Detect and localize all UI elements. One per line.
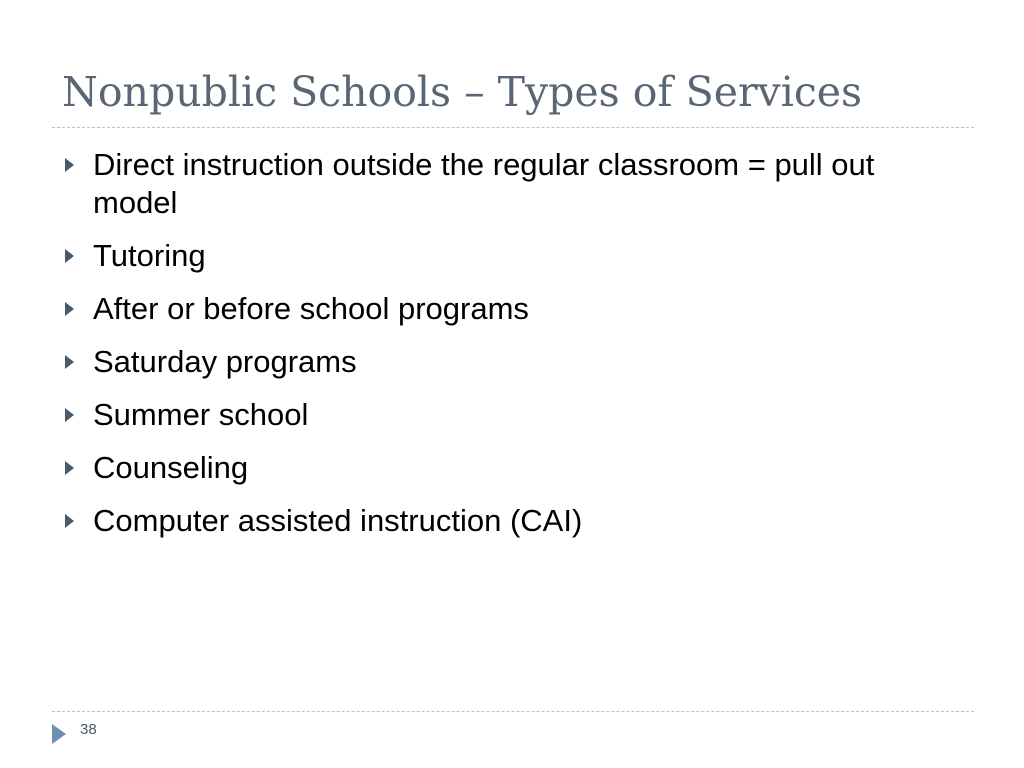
page-number: 38 xyxy=(80,721,97,738)
triangle-right-icon xyxy=(65,408,74,422)
list-item xyxy=(62,502,942,540)
footer-triangle-icon xyxy=(52,724,66,744)
bullet-text: Computer assisted instruction (CAI) xyxy=(93,503,583,538)
list-item xyxy=(62,449,942,487)
triangle-right-icon xyxy=(65,355,74,369)
triangle-right-icon xyxy=(65,249,74,263)
bullet-text: Saturday programs xyxy=(93,344,357,379)
triangle-right-icon xyxy=(65,302,74,316)
slide-title: Nonpublic Schools – Types of Services xyxy=(62,68,863,116)
triangle-right-icon xyxy=(65,514,74,528)
list-item xyxy=(62,343,942,381)
footer-divider xyxy=(52,711,974,712)
triangle-right-icon xyxy=(65,461,74,475)
list-item xyxy=(62,396,942,434)
bullet-text: Summer school xyxy=(93,397,309,432)
list-item xyxy=(62,146,942,222)
bullet-list xyxy=(62,146,942,555)
title-divider xyxy=(52,127,974,128)
bullet-text: Tutoring xyxy=(93,238,206,273)
list-item xyxy=(62,290,942,328)
bullet-text: Direct instruction outside the regular classroom = pull out model xyxy=(93,147,875,220)
triangle-right-icon xyxy=(65,158,74,172)
bullet-text: Counseling xyxy=(93,450,249,485)
list-item xyxy=(62,237,942,275)
bullet-text: After or before school programs xyxy=(93,291,529,326)
